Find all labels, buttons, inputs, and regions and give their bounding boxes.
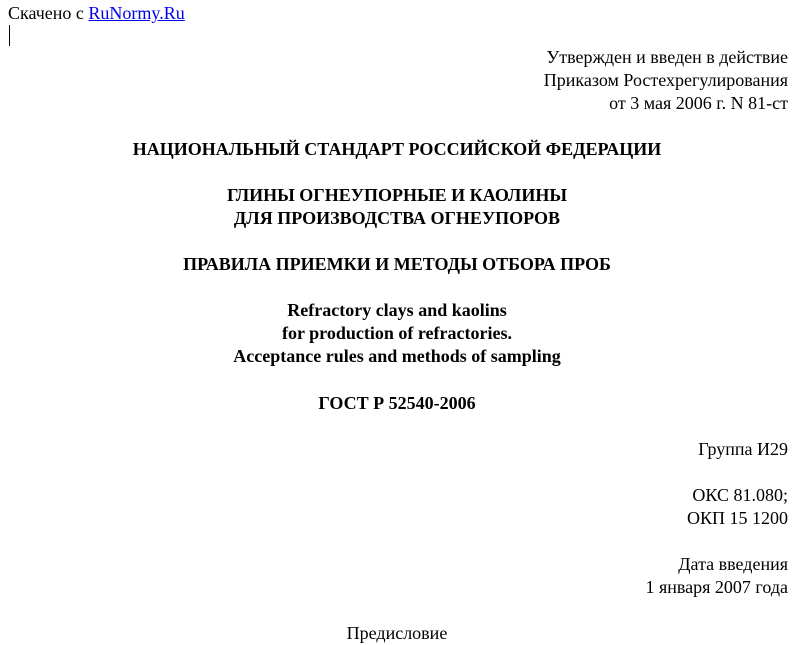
classification-block — [687, 484, 788, 530]
effective-date-block — [645, 553, 788, 599]
title-ru-line-1: ГЛИНЫ ОГНЕУПОРНЫЕ И КАОЛИНЫ — [226, 185, 568, 205]
designation-heading — [0, 392, 794, 415]
standard-type: НАЦИОНАЛЬНЫЙ СТАНДАРТ РОССИЙСКОЙ ФЕДЕРАЦИИ — [132, 139, 662, 159]
title-en-line-2: for production of refractories. — [282, 323, 512, 343]
approval-line-1: Утвержден и введен в действие — [546, 47, 788, 67]
title-en — [0, 299, 794, 368]
subtitle-ru-heading — [0, 253, 794, 276]
title-ru — [0, 184, 794, 230]
group-block — [698, 438, 788, 461]
subtitle-ru: ПРАВИЛА ПРИЕМКИ И МЕТОДЫ ОТБОРА ПРОБ — [183, 254, 611, 274]
standard-type-heading — [0, 138, 794, 161]
designation: ГОСТ Р 52540-2006 — [318, 393, 476, 413]
approval-line-2: Приказом Ростехрегулирования — [543, 70, 788, 90]
approval-block — [544, 46, 788, 115]
title-en-line-1: Refractory clays and kaolins — [287, 300, 507, 320]
source-line — [8, 2, 185, 25]
title-en-line-3: Acceptance rules and methods of sampling — [233, 346, 561, 366]
foreword-heading: Предисловие — [346, 623, 448, 643]
effective-date: 1 января 2007 года — [645, 577, 788, 597]
okp-code: ОКП 15 1200 — [686, 508, 788, 528]
approval-line-3: от 3 мая 2006 г. N 81-ст — [609, 93, 788, 113]
oks-code: ОКС 81.080; — [692, 485, 788, 505]
foreword-heading-block — [0, 622, 794, 645]
title-ru-line-2: ДЛЯ ПРОИЗВОДСТВА ОГНЕУПОРОВ — [233, 208, 561, 228]
text-cursor — [9, 25, 10, 46]
source-prefix: Скачено с — [8, 3, 89, 23]
source-link[interactable]: RuNormy.Ru — [88, 3, 185, 23]
effective-label: Дата введения — [678, 554, 788, 574]
group: Группа И29 — [698, 439, 788, 459]
